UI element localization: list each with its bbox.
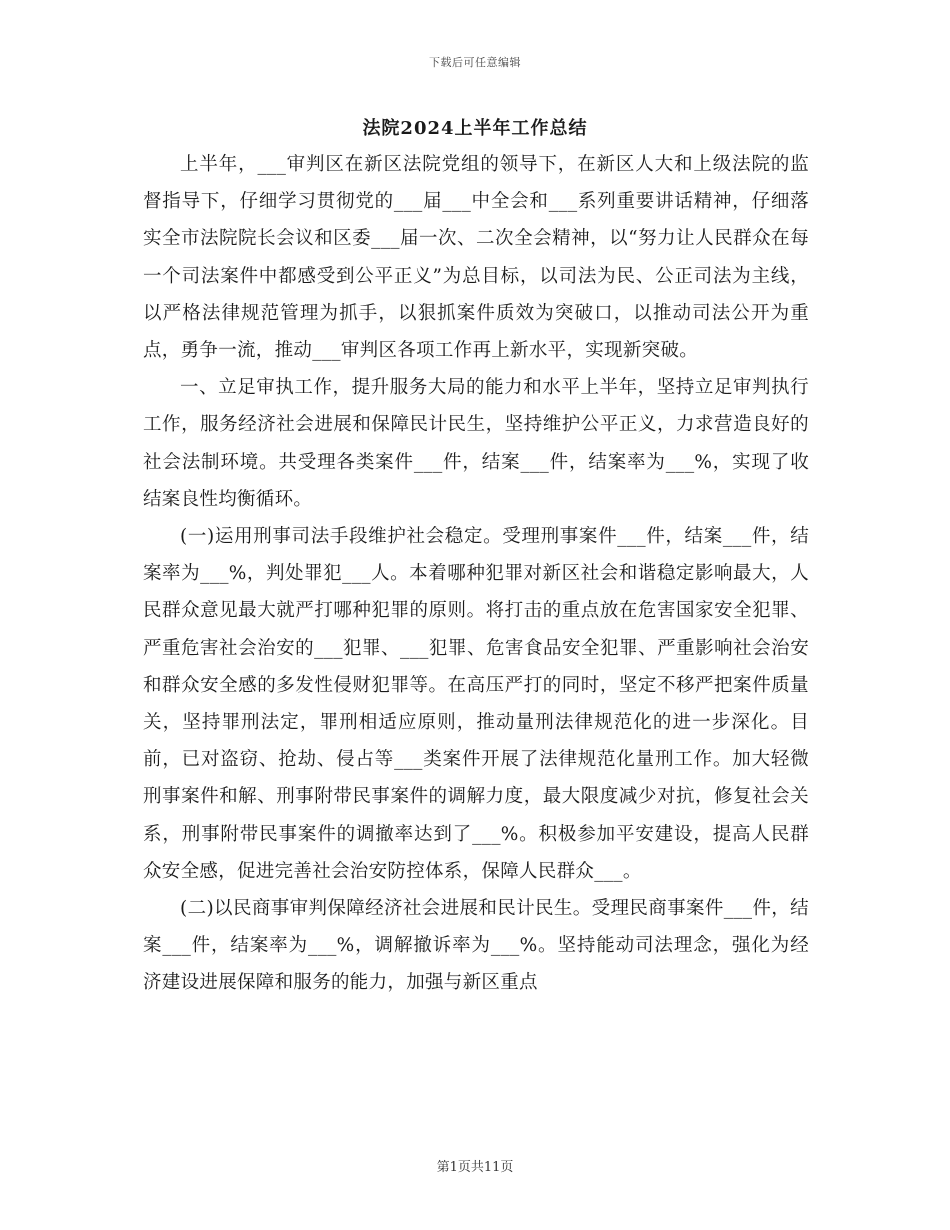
paragraph-intro: 上半年，___审判区在新区法院党组的领导下，在新区人大和上级法院的监督指导下，仔细学习贯彻党的___届___中全会和___系列重要讲话精神，仔细落实全市法院院长会议和区委___届一次、二次全会精神，以“努力让人民群众在每一个司法案件中都感受到公平正义”为总目标，以司法为民、公正司法为主线，以严格法律规范管理为抓手，以狠抓案件质效为突破口，以推动司法公开为重点，勇争一流，推动___审判区各项工作再上新水平，实现新突破。	[143, 154, 809, 362]
document-body	[143, 146, 809, 1002]
page-header-note: 下载后可任意编辑	[429, 56, 521, 69]
page-number: 第1页共11页	[436, 1160, 514, 1175]
document-title: 法院2024上半年工作总结	[362, 118, 588, 139]
paragraph-section-1: 一、立足审执工作，提升服务大局的能力和水平上半年，坚持立足审判执行工作，服务经济社会进展和保障民计民生，坚持维护公平正义，力求营造良好的社会法制环境。共受理各类案件___件，结案___件，结案率为___%，实现了收结案良性均衡循环。	[143, 377, 809, 510]
paragraph-section-1-2: (二)以民商事审判保障经济社会进展和民计民生。受理民商事案件___件，结案___件，结案率为___%，调解撤诉率为___%。坚持能动司法理念，强化为经济建设进展保障和服务的能力，加强与新区重点	[143, 898, 809, 994]
paragraph-section-1-1: (一)运用刑事司法手段维护社会稳定。受理刑事案件___件，结案___件，结案率为___%，判处罪犯___人。本着哪种犯罪对新区社会和谐稳定影响最大，人民群众意见最大就严打哪种犯罪的原则。将打击的重点放在危害国家安全犯罪、严重危害社会治安的___犯罪、___犯罪、危害食品安全犯罪、严重影响社会治安和群众安全感的多发性侵财犯罪等。在高压严打的同时，坚定不移严把案件质量关，坚持罪刑法定，罪刑相适应原则，推动量刑法律规范化的进一步深化。目前，已对盗窃、抢劫、侵占等___类案件开展了法律规范化量刑工作。加大轻微刑事案件和解、刑事附带民事案件的调解力度，最大限度减少对抗，修复社会关系，刑事附带民事案件的调撤率达到了___%。积极参加平安建设，提高人民群众安全感，促进完善社会治安防控体系，保障人民群众___。	[143, 526, 809, 882]
